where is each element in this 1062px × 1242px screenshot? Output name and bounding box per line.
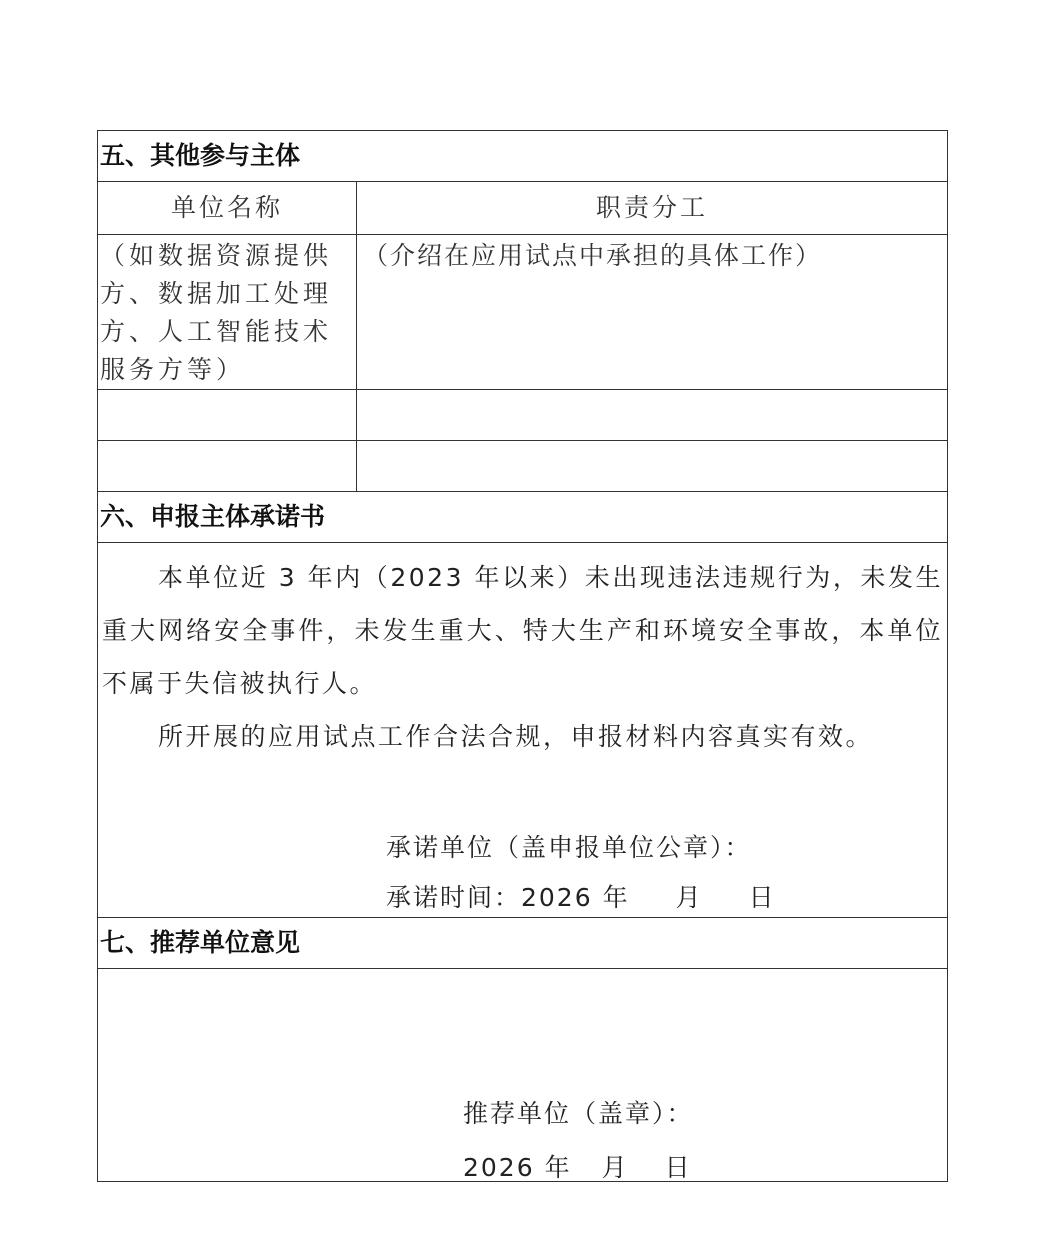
commitment-paragraph-2: 所开展的应用试点工作合法合规，申报材料内容真实有效。 (158, 722, 874, 751)
recommendation-sign-label: 推荐单位（盖章）： (463, 1099, 694, 1128)
section7-body-row (98, 969, 948, 1182)
unit-name-hint[interactable]: （如数据资源提供方、数据加工处理方、人工智能技术服务方等） (98, 235, 357, 390)
unit-name-cell[interactable] (98, 441, 357, 492)
col-header-unit-name: 单位名称 (98, 182, 357, 235)
recommendation-date-line (463, 1141, 694, 1195)
recommendation-signature-block (463, 1087, 694, 1195)
recommendation-date-day: 日 (664, 1153, 692, 1182)
commitment-date-line (386, 873, 776, 923)
responsibility-hint[interactable]: （介绍在应用试点中承担的具体工作） (357, 235, 948, 390)
commitment-body (98, 543, 948, 918)
section7-title: 七、推荐单位意见 (98, 918, 948, 969)
commitment-paragraph-1: 本单位近 3 年内（2023 年以来）未出现违法违规行为，未发生重大网络安全事件，未发生重大、特大生产和环境安全事故，本单位不属于失信被执行人。 (102, 563, 944, 698)
section5-hint-row (98, 235, 948, 390)
section6-body-row (98, 543, 948, 918)
commitment-sign-label: 承诺单位（盖申报单位公章）： (386, 833, 752, 862)
table-row (98, 441, 948, 492)
commitment-date-month: 月 (675, 883, 703, 912)
section7-title-row (98, 918, 948, 969)
commitment-date-prefix: 承诺时间：2026 年 (386, 883, 630, 912)
section5-title: 五、其他参与主体 (98, 131, 948, 182)
recommendation-body[interactable] (98, 969, 948, 1182)
responsibility-cell[interactable] (357, 390, 948, 441)
commitment-signature-block (386, 823, 776, 923)
responsibility-cell[interactable] (357, 441, 948, 492)
recommendation-date-month: 月 (601, 1153, 629, 1182)
commitment-date-day: 日 (748, 883, 776, 912)
section6-title: 六、申报主体承诺书 (98, 492, 948, 543)
col-header-responsibility: 职责分工 (357, 182, 948, 235)
application-form-table (97, 130, 948, 1182)
table-row (98, 390, 948, 441)
section5-title-row (98, 131, 948, 182)
section6-title-row (98, 492, 948, 543)
section5-header-row (98, 182, 948, 235)
recommendation-date-year: 2026 年 (463, 1153, 572, 1182)
unit-name-cell[interactable] (98, 390, 357, 441)
